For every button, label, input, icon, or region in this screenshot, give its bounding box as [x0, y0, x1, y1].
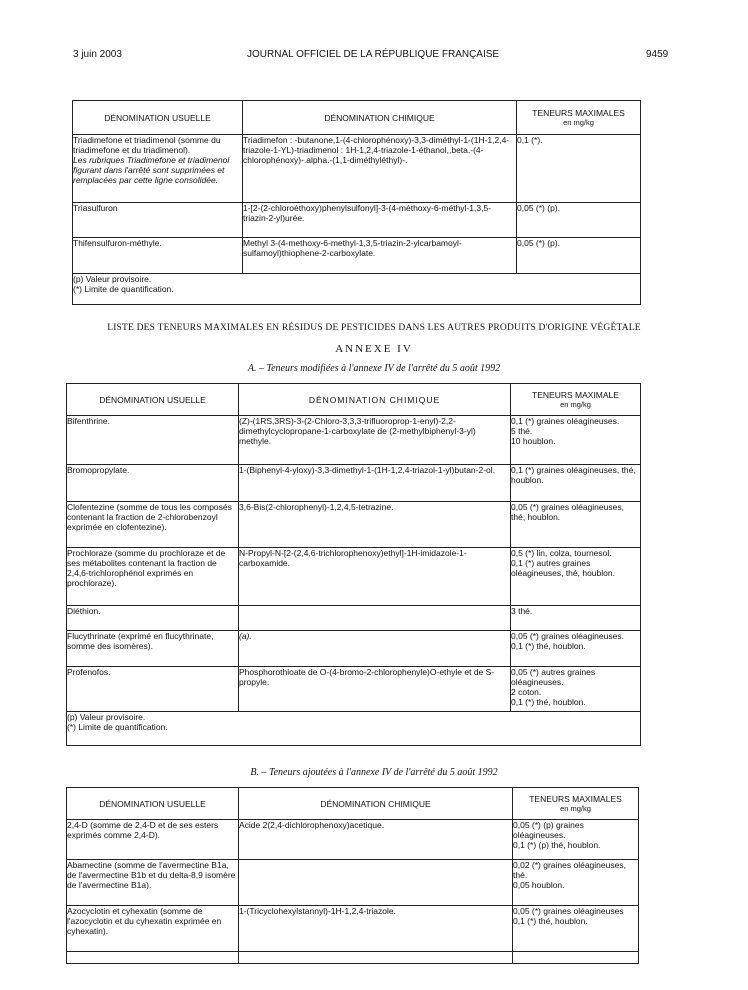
cell-usuelle: Azocyclotin et cyhexatin (somme de l'azocyclotin et du cyhexatin exprimée en cyhexatin). — [67, 906, 239, 952]
teneurs-unit: en mg/kg — [560, 400, 591, 409]
usuelle-note: Les rubriques Triadimefone et triadimenol figurant dans l'arrêté sont supprimées et remplacées par cette ligne consolidée. — [73, 155, 230, 185]
cell-teneurs: 0,05 (*) graines oléagineuses, thé, houblon. — [511, 502, 641, 548]
teneur-line: 0,1 (*) thé, houblon. — [511, 697, 586, 707]
subsection-b-title: B. – Teneurs ajoutées à l'annexe IV de l'arrêté du 5 août 1992 — [250, 767, 498, 778]
teneur-line: 0,05 (*) graines oléagineuses — [513, 906, 624, 916]
column-header-chimique: DÉNOMINATION CHIMIQUE — [239, 384, 511, 416]
cell-chimique — [239, 860, 513, 906]
cell-chimique: Acide 2(2,4-dichlorophenoxy)acetique. — [239, 820, 513, 860]
column-header-usuelle: DÉNOMINATION USUELLE — [73, 101, 243, 135]
journal-title: JOURNAL OFFICIEL DE LA RÉPUBLIQUE FRANÇAISE — [247, 49, 500, 60]
cell-usuelle: Bromopropylate. — [67, 465, 239, 502]
table-row — [73, 135, 641, 203]
page-number: 9459 — [646, 49, 669, 60]
teneur-line: 0,1 (*) thé, houblon. — [513, 916, 588, 926]
cell-teneurs — [513, 860, 639, 906]
teneur-line: 0,1 (*) graines oléagineuses. — [511, 416, 620, 426]
table-row — [67, 952, 639, 964]
cell-usuelle: Thifensulfuron-méthyle. — [73, 238, 243, 274]
teneur-line: 0,05 (*) (p) graines oléagineuses. — [513, 820, 584, 840]
cell-teneurs — [513, 820, 639, 860]
note-quantification: (*) Limite de quantification. — [73, 284, 174, 294]
teneurs-label: TENEURS MAXIMALES — [532, 108, 625, 118]
table-notes — [67, 712, 641, 746]
teneurs-unit: en mg/kg — [563, 118, 594, 127]
cell-teneurs — [513, 952, 639, 964]
table-row — [67, 860, 639, 906]
cell-chimique: 1-(Biphenyl-4-yloxy)-3,3-dimethyl-1-(1H-1,2,4-triazol-1-yl)butan-2-ol. — [239, 465, 511, 502]
cell-chimique: 1-[2-(2-chloroéthoxy)phenylsulfonyl]-3-(4-méthoxy-6-méthyl-1,3,5-triazin-2-yl)urée. — [243, 203, 517, 238]
cell-teneurs — [513, 906, 639, 952]
cell-teneurs: 3 thé. — [511, 606, 641, 631]
teneurs-unit: en mg/kg — [560, 804, 591, 813]
teneur-line: 0,1 (*) autres graines oléagineuses, thé, houblon. — [511, 558, 615, 578]
note-quantification: (*) Limite de quantification. — [67, 722, 168, 732]
table-row — [67, 548, 641, 606]
column-header-chimique: DÉNOMINATION CHIMIQUE — [243, 101, 517, 135]
teneur-line: 0,05 (*) autres graines oléagineuses. — [511, 667, 596, 687]
page-date: 3 juin 2003 — [73, 49, 122, 60]
table-row — [67, 820, 639, 860]
table-row — [67, 667, 641, 712]
table-row — [67, 606, 641, 631]
cell-chimique: 3,6-Bis(2-chlorophenyl)-1,2,4,5-tetrazine. — [239, 502, 511, 548]
notes-cell — [73, 274, 641, 305]
table-row — [67, 502, 641, 548]
cell-usuelle: Profenofos. — [67, 667, 239, 712]
column-header-usuelle: DÉNOMINATION USUELLE — [67, 384, 239, 416]
teneur-line: 5 thé. — [511, 426, 533, 436]
cell-usuelle: Abamectine (somme de l'avermectine B1a, de l'avermectine B1b et du delta-8,9 isomère de l'avermectine B1a). — [67, 860, 239, 906]
section-title-liste: LISTE DES TENEURS MAXIMALES EN RÉSIDUS DE PESTICIDES DANS LES AUTRES PRODUITS D'ORIGINE VÉGÉTALE — [107, 323, 641, 333]
cell-teneurs: 0,1 (*) graines oléagineuses, thé, houblon. — [511, 465, 641, 502]
cell-teneurs — [511, 667, 641, 712]
cell-chimique: Methyl 3-(4-methoxy-6-methyl-1,3,5-triazin-2-ylcarbamoyl-sulfamoyl)thiophene-2-carboxylate. — [243, 238, 517, 274]
teneur-line: 10 houblon. — [511, 436, 556, 446]
subsection-a-title: A. – Teneurs modifiées à l'annexe IV de l'arrêté du 5 août 1992 — [247, 363, 501, 374]
annexe-title: ANNEXE IV — [335, 343, 413, 355]
cell-chimique: N-Propyl-N-[2-(2,4,6-trichlorophenoxy)ethyl]-1H-imidazole-1-carboxamide. — [239, 548, 511, 606]
cell-chimique: (a). — [239, 631, 511, 667]
cell-teneurs: 0,05 (*) (p). — [517, 238, 641, 274]
teneur-line: 0,5 (*) lin, colza, tournesol. — [511, 548, 612, 558]
note-provisoire: (p) Valeur provisoire. — [67, 712, 146, 722]
teneur-line: 0,05 houblon. — [513, 880, 565, 890]
cell-chimique: Phosphorothioate de O-(4-bromo-2-chlorophenyle)O-ethyle et de S-propyle. — [239, 667, 511, 712]
cell-usuelle: Diéthion. — [67, 606, 239, 631]
cell-teneurs — [511, 416, 641, 465]
cell-usuelle — [73, 135, 243, 203]
teneur-line: 0,1 (*) thé, houblon. — [511, 641, 586, 651]
teneur-line: 2 coton. — [511, 687, 542, 697]
cell-chimique: (Z)-(1RS,3RS)-3-(2-Chloro-3,3,3-trifluoroprop-1-enyl)-2,2-dimethylcyclopropane-1-carboxylate de (2-methylbiphenyl-3-yl) methyle. — [239, 416, 511, 465]
cell-teneurs: 0,05 (*) (p). — [517, 203, 641, 238]
table-pesticides-1 — [72, 100, 641, 305]
column-header-teneurs — [513, 788, 639, 820]
column-header-usuelle: DÉNOMINATION USUELLE — [67, 788, 239, 820]
cell-teneurs — [511, 548, 641, 606]
table-row — [67, 416, 641, 465]
teneur-line: 0,1 (*) (p) thé, houblon. — [513, 840, 601, 850]
cell-teneurs: 0,1 (*). — [517, 135, 641, 203]
teneur-line: 0,05 (*) graines oléagineuses. — [511, 631, 624, 641]
table-row — [73, 238, 641, 274]
teneurs-label: TENEURS MAXIMALE — [532, 390, 619, 400]
usuelle-text: Triadimefone et triadimenol (somme du triadimefone et du triadimenol). — [73, 135, 221, 155]
column-header-teneurs — [511, 384, 641, 416]
cell-usuelle — [67, 952, 239, 964]
cell-chimique: Triadimefon : -butanone,1-(4-chlorophénoxy)-3,3-diméthyl-1-(1H-1,2,4-triazole-1-YL)-triadimenol : 1H-1,2,4-triazole-1-éthanol,,beta.-(4-chlorophénoxy)-.alpha.-(1,1-diméthyléthyl)-. — [243, 135, 517, 203]
table-pesticides-annexe-b — [66, 787, 639, 964]
column-header-chimique: DÉNOMINATION CHIMIQUE — [239, 788, 513, 820]
cell-usuelle: Triasulfuron — [73, 203, 243, 238]
cell-teneurs — [511, 631, 641, 667]
cell-usuelle: Bifenthrine. — [67, 416, 239, 465]
cell-usuelle: Flucythrinate (exprimé en flucythrinate, somme des isomères). — [67, 631, 239, 667]
table-row — [67, 465, 641, 502]
teneur-line: 0,02 (*) graines oléagineuses, thé. — [513, 860, 626, 880]
table-row — [73, 203, 641, 238]
column-header-teneurs — [517, 101, 641, 135]
cell-chimique — [239, 952, 513, 964]
cell-usuelle: 2,4-D (somme de 2,4-D et de ses esters exprimés comme 2,4-D). — [67, 820, 239, 860]
cell-usuelle: Clofentezine (somme de tous les composés contenant la fraction de 2-chlorobenzoyl exprimée en clofentezine). — [67, 502, 239, 548]
table-pesticides-annexe-a — [66, 383, 641, 746]
table-row — [67, 906, 639, 952]
teneurs-label: TENEURS MAXIMALES — [529, 794, 622, 804]
notes-cell — [67, 712, 641, 746]
table-row — [67, 631, 641, 667]
cell-chimique — [239, 606, 511, 631]
cell-chimique: 1-(Tricyclohexylstannyl)-1H-1,2,4-triazole. — [239, 906, 513, 952]
note-provisoire: (p) Valeur provisoire. — [73, 274, 152, 284]
cell-usuelle: Prochloraze (somme du prochloraze et de ses métabolites contenant la fraction de 2,4,6-trichlorophénol exprimés en prochloraze). — [67, 548, 239, 606]
table-notes — [73, 274, 641, 305]
